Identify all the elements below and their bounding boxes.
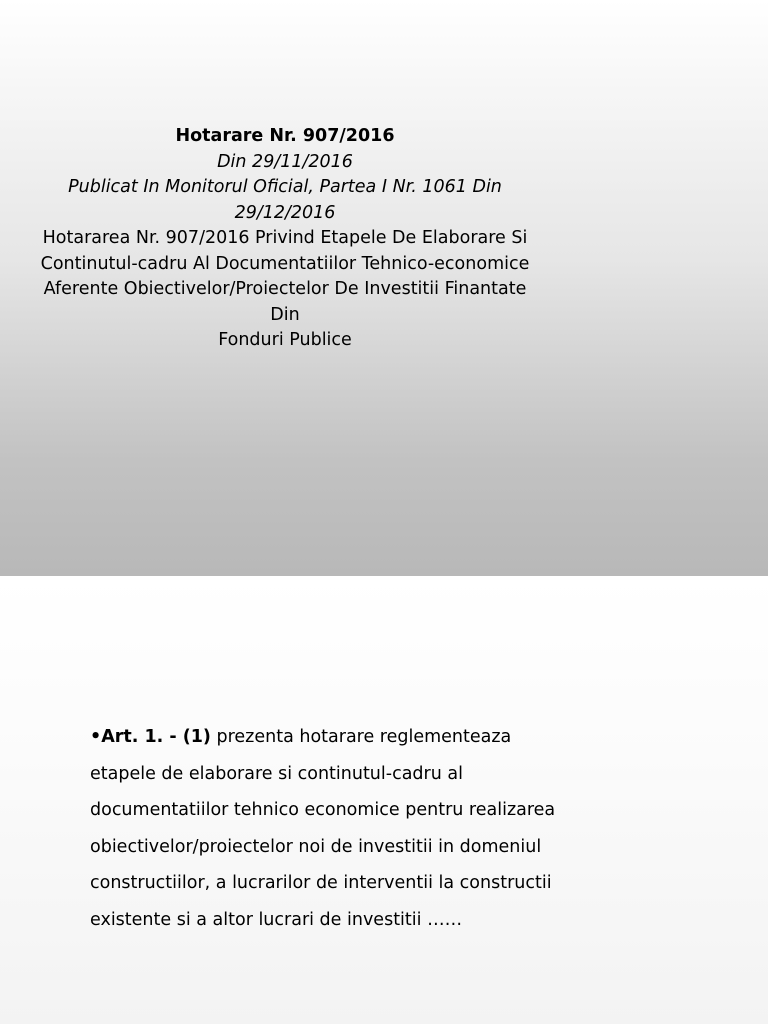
article-first-line bbox=[90, 719, 730, 756]
article-line-6: existente si a altor lucrari de investitii …… bbox=[90, 909, 463, 930]
description-line-3: Aferente Obiectivelor/Proiectelor De Investitii Finantate bbox=[43, 279, 527, 299]
description-line-2: Continutul-cadru Al Documentatiilor Tehnico-economice bbox=[40, 253, 530, 274]
article-line-2: etapele de elaborare si continutul-cadru al bbox=[90, 763, 463, 784]
article-line-5: constructiilor, a lucrarilor de interventii la constructii bbox=[90, 873, 552, 894]
description-line-1: Hotararea Nr. 907/2016 Privind Etapele De Elaborare Si bbox=[42, 228, 528, 248]
article-label: Art. 1. - (1) bbox=[101, 727, 211, 747]
bullet: • bbox=[90, 727, 102, 747]
article-line-4: obiectivelor/proiectelor noi de investitii in domeniul bbox=[90, 836, 542, 857]
title-block bbox=[0, 124, 570, 354]
description-line-5: Fonduri Publice bbox=[218, 330, 352, 350]
decision-date: Din 29/11/2016 bbox=[217, 151, 353, 172]
published-line: Publicat In Monitorul Oficial, Partea I Nr. 1061 Din bbox=[68, 177, 502, 197]
decision-title: Hotarare Nr. 907/2016 bbox=[175, 126, 395, 146]
article-line-3: documentatiilor tehnico economice pentru realizarea bbox=[90, 800, 556, 821]
description-line-4: Din bbox=[270, 304, 300, 325]
article-body bbox=[90, 719, 730, 939]
published-date: 29/12/2016 bbox=[234, 202, 336, 223]
article-first-line-text: prezenta hotarare reglementeaza bbox=[210, 727, 512, 747]
slide-article bbox=[0, 576, 768, 1024]
